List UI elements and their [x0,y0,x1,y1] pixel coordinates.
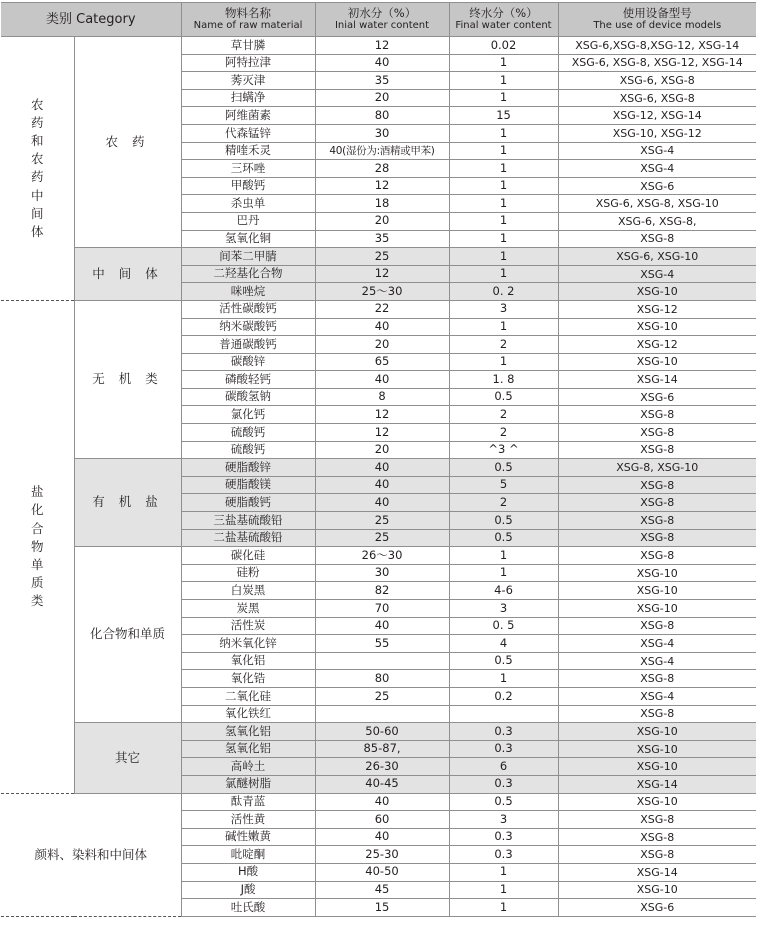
device-model-cell: XSG-4 [558,687,756,705]
initial-water-cell: 40 [315,318,449,336]
material-cell: 硬脂酸钙 [181,494,315,512]
device-model-cell: XSG-10 [558,582,756,600]
table-row [1,459,756,477]
final-water-cell: 1 [449,89,558,107]
initial-water-header-en: Inial water content [334,20,430,32]
material-cell: 吐氏酸 [181,899,315,917]
device-model-cell: XSG-10, XSG-12 [558,124,756,142]
final-water-cell: 1 [449,863,558,881]
device-model-cell: XSG-10 [558,283,756,301]
final-water-cell: 0.3 [449,846,558,864]
material-cell: 硬脂酸锌 [181,459,315,477]
initial-water-header-cn: 初水分（%） [347,5,417,20]
initial-water-cell: 80 [315,107,449,125]
device-model-cell: XSG-12 [558,300,756,318]
initial-water-cell: 50-60 [315,723,449,741]
device-model-cell: XSG-8 [558,512,756,530]
material-cell: 碳化硅 [181,547,315,565]
initial-water-cell: 35 [315,230,449,248]
device-model-cell: XSG-6, XSG-8, [558,212,756,230]
initial-water-cell: 30 [315,124,449,142]
device-model-cell: XSG-8 [558,705,756,723]
device-model-cell: XSG-10 [558,740,756,758]
device-model-cell: XSG-8 [558,494,756,512]
subcategory-cell: 有 机 盐 [74,459,181,547]
material-header-en: Name of raw material [193,20,303,32]
device-model-cell: XSG-4 [558,265,756,283]
device-model-cell: XSG-12, XSG-14 [558,107,756,125]
initial-water-cell: 25 [315,248,449,266]
final-water-cell: 0.5 [449,459,558,477]
initial-water-cell: 20 [315,441,449,459]
material-cell: 碱性嫩黄 [181,828,315,846]
initial-water-cell: 40 [315,459,449,477]
material-cell: 扫螨净 [181,89,315,107]
material-cell: 纳米氧化锌 [181,635,315,653]
subcategory-cell: 化合物和单质 [74,547,181,723]
final-water-cell: 1 [449,72,558,90]
final-water-cell: 1 [449,212,558,230]
final-water-cell: 1 [449,899,558,917]
final-water-cell [449,705,558,723]
final-water-cell: 1 [449,124,558,142]
category-cell: 颜料、染料和中间体 [1,793,181,916]
initial-water-cell: 18 [315,195,449,213]
final-water-cell: 1 [449,318,558,336]
table-header [1,3,756,37]
final-water-cell: 2 [449,406,558,424]
header-row [1,3,756,37]
device-model-cell: XSG-8 [558,670,756,688]
material-cell: 氯化钙 [181,406,315,424]
final-water-cell: 1 [449,195,558,213]
device-model-cell: XSG-4 [558,160,756,178]
initial-water-cell: 20 [315,336,449,354]
device-model-cell: XSG-8 [558,828,756,846]
initial-water-cell: 12 [315,406,449,424]
material-cell: 咪唑烷 [181,283,315,301]
final-water-cell: 0.5 [449,652,558,670]
final-water-cell: 0.5 [449,388,558,406]
initial-water-cell: 12 [315,37,449,55]
material-cell: 甲酸钙 [181,177,315,195]
subcategory-cell: 中 间 体 [74,248,181,301]
material-cell: 草甘膦 [181,37,315,55]
material-cell: 硫酸钙 [181,441,315,459]
final-water-cell: 0.3 [449,828,558,846]
material-cell: 三盐基硫酸铅 [181,512,315,530]
initial-water-cell: 60 [315,811,449,829]
final-water-cell: 3 [449,300,558,318]
material-cell: 氯醚树脂 [181,775,315,793]
final-water-header [449,3,558,37]
initial-water-cell: 40 [315,476,449,494]
final-water-cell: 6 [449,758,558,776]
device-model-cell: XSG-14 [558,863,756,881]
initial-water-cell: 15 [315,899,449,917]
device-model-cell: XSG-6 [558,899,756,917]
material-cell: 杀虫单 [181,195,315,213]
final-water-cell: 0.2 [449,687,558,705]
device-model-cell: XSG-10 [558,758,756,776]
material-cell: 白炭黑 [181,582,315,600]
material-cell: 碳酸氢钠 [181,388,315,406]
material-cell: 碳酸锌 [181,353,315,371]
material-cell: 代森锰锌 [181,124,315,142]
initial-water-cell: 40 [315,828,449,846]
device-model-cell: XSG-6, XSG-10 [558,248,756,266]
initial-water-cell: 65 [315,353,449,371]
final-water-cell: 1 [449,564,558,582]
device-model-cell: XSG-8 [558,406,756,424]
initial-water-cell: 20 [315,89,449,107]
table-row [1,248,756,266]
final-water-cell: 1 [449,248,558,266]
subcategory-cell: 无 机 类 [74,300,181,458]
material-cell: 纳米碳酸钙 [181,318,315,336]
device-model-cell: XSG-6, XSG-8 [558,89,756,107]
initial-water-header [315,3,449,37]
material-cell: 炭黑 [181,600,315,618]
final-water-cell: 2 [449,424,558,442]
material-cell: 二氧化硅 [181,687,315,705]
final-water-cell: 1 [449,881,558,899]
final-water-cell: 0.02 [449,37,558,55]
final-water-cell: 1 [449,54,558,72]
device-header-en: The use of device models [593,20,722,32]
final-water-cell: 1 [449,142,558,160]
initial-water-cell: 12 [315,177,449,195]
initial-water-cell: 82 [315,582,449,600]
material-cell: 磷酸轻钙 [181,371,315,389]
material-cell: 精喹禾灵 [181,142,315,160]
material-cell: 间苯二甲腈 [181,248,315,266]
material-cell: 氧化铁红 [181,705,315,723]
subcategory-cell: 农 药 [74,37,181,248]
initial-water-cell: 12 [315,424,449,442]
initial-water-cell: 26-30 [315,758,449,776]
final-water-cell: 3 [449,600,558,618]
initial-water-cell: 25-30 [315,846,449,864]
final-water-cell: 2 [449,494,558,512]
material-cell: 氢氧化铝 [181,723,315,741]
material-cell: 氢氧化铝 [181,740,315,758]
device-model-cell: XSG-4 [558,652,756,670]
final-water-cell: 4 [449,635,558,653]
final-water-cell: 0.5 [449,512,558,530]
device-model-cell: XSG-4 [558,635,756,653]
material-header-cn: 物料名称 [225,5,272,20]
material-cell: 硅粉 [181,564,315,582]
initial-water-cell: 8 [315,388,449,406]
initial-water-cell: 40-45 [315,775,449,793]
material-cell: 阿特拉津 [181,54,315,72]
device-model-cell: XSG-12 [558,336,756,354]
final-water-cell: 0.3 [449,740,558,758]
final-water-cell: 15 [449,107,558,125]
device-model-cell: XSG-10 [558,353,756,371]
initial-water-cell: 40 [315,793,449,811]
material-cell: 三环唑 [181,160,315,178]
material-cell: J酸 [181,881,315,899]
initial-water-cell: 40(湿份为:酒精或甲苯) [315,142,449,160]
material-cell: 氧化锆 [181,670,315,688]
device-model-cell: XSG-10 [558,318,756,336]
device-model-cell: XSG-6 [558,388,756,406]
final-water-cell: 1 [449,160,558,178]
device-model-cell: XSG-8 [558,230,756,248]
final-water-cell: 1 [449,547,558,565]
final-water-cell: 1 [449,177,558,195]
device-model-cell: XSG-8 [558,846,756,864]
final-water-cell: 1 [449,230,558,248]
subcategory-cell: 其它 [74,723,181,793]
initial-water-cell: 40 [315,617,449,635]
initial-water-cell: 26～30 [315,547,449,565]
material-cell: 阿维菌素 [181,107,315,125]
device-model-cell: XSG-6 [558,177,756,195]
device-model-cell: XSG-6,XSG-8,XSG-12, XSG-14 [558,37,756,55]
device-model-cell: XSG-10 [558,793,756,811]
final-water-cell: 0.3 [449,775,558,793]
material-cell: 硬脂酸镁 [181,476,315,494]
initial-water-cell: 22 [315,300,449,318]
material-cell: 巴丹 [181,212,315,230]
initial-water-cell: 45 [315,881,449,899]
initial-water-cell [315,705,449,723]
device-model-cell: XSG-8 [558,529,756,547]
device-header-cn: 使用设备型号 [622,5,692,20]
device-model-cell: XSG-8 [558,811,756,829]
initial-water-cell: 80 [315,670,449,688]
table-row [1,723,756,741]
material-cell: 氧化铝 [181,652,315,670]
initial-water-cell: 30 [315,564,449,582]
device-model-cell: XSG-14 [558,775,756,793]
initial-water-cell: 40 [315,371,449,389]
table-row [1,547,756,565]
device-model-cell: XSG-8 [558,617,756,635]
material-cell: 酞青蓝 [181,793,315,811]
category-header: 类别 Category [1,3,181,37]
category-cell: 农 药 和 农 药 中 间 体 [1,37,74,301]
material-cell: 莠灭津 [181,72,315,90]
material-cell: 高岭土 [181,758,315,776]
initial-water-cell: 40-50 [315,863,449,881]
final-water-cell: 0. 5 [449,617,558,635]
device-model-cell: XSG-6, XSG-8, XSG-10 [558,195,756,213]
final-water-cell: 0.5 [449,529,558,547]
material-cell: 活性炭 [181,617,315,635]
initial-water-cell: 70 [315,600,449,618]
final-water-cell: 1 [449,265,558,283]
device-model-cell: XSG-8 [558,424,756,442]
final-water-cell: 1 [449,353,558,371]
initial-water-cell: 12 [315,265,449,283]
material-cell: H酸 [181,863,315,881]
device-model-cell: XSG-6, XSG-8 [558,72,756,90]
initial-water-cell [315,652,449,670]
initial-water-cell: 25～30 [315,283,449,301]
final-water-cell: 4-6 [449,582,558,600]
material-cell: 普通碳酸钙 [181,336,315,354]
material-cell: 活性黄 [181,811,315,829]
device-model-cell: XSG-8 [558,441,756,459]
final-water-cell: 1. 8 [449,371,558,389]
final-water-cell: 0.3 [449,723,558,741]
initial-water-cell: 55 [315,635,449,653]
final-water-header-cn: 终水分（%） [469,5,538,20]
initial-water-cell: 35 [315,72,449,90]
material-cell: 硫酸钙 [181,424,315,442]
final-water-cell: 3 [449,811,558,829]
device-model-cell: XSG-10 [558,564,756,582]
final-water-cell: 0.5 [449,793,558,811]
initial-water-cell: 25 [315,512,449,530]
device-model-cell: XSG-10 [558,723,756,741]
initial-water-cell: 85-87, [315,740,449,758]
initial-water-cell: 25 [315,687,449,705]
material-cell: 吡啶酮 [181,846,315,864]
final-water-cell: ^3 ^ [449,441,558,459]
table-row [1,793,756,811]
drying-materials-table [1,2,756,917]
category-cell: 盐 化 合 物 单 质 类 [1,300,74,793]
material-header [181,3,315,37]
table-body [1,37,756,917]
initial-water-cell: 40 [315,494,449,512]
final-water-cell: 5 [449,476,558,494]
table-row [1,300,756,318]
final-water-cell: 2 [449,336,558,354]
initial-water-cell: 25 [315,529,449,547]
final-water-cell: 1 [449,670,558,688]
final-water-header-en: Final water content [455,20,552,32]
device-model-cell: XSG-6, XSG-8, XSG-12, XSG-14 [558,54,756,72]
device-model-cell: XSG-8 [558,547,756,565]
device-model-cell: XSG-8, XSG-10 [558,459,756,477]
device-model-cell: XSG-4 [558,142,756,160]
initial-water-cell: 40 [315,54,449,72]
device-model-cell: XSG-14 [558,371,756,389]
final-water-cell: 0. 2 [449,283,558,301]
material-cell: 氢氧化铜 [181,230,315,248]
initial-water-cell: 20 [315,212,449,230]
device-model-cell: XSG-10 [558,881,756,899]
device-model-cell: XSG-8 [558,476,756,494]
material-cell: 二盐基硫酸铅 [181,529,315,547]
material-cell: 二羟基化合物 [181,265,315,283]
device-model-cell: XSG-10 [558,600,756,618]
initial-water-cell: 28 [315,160,449,178]
device-header [558,3,756,37]
material-cell: 活性碳酸钙 [181,300,315,318]
table-row [1,37,756,55]
